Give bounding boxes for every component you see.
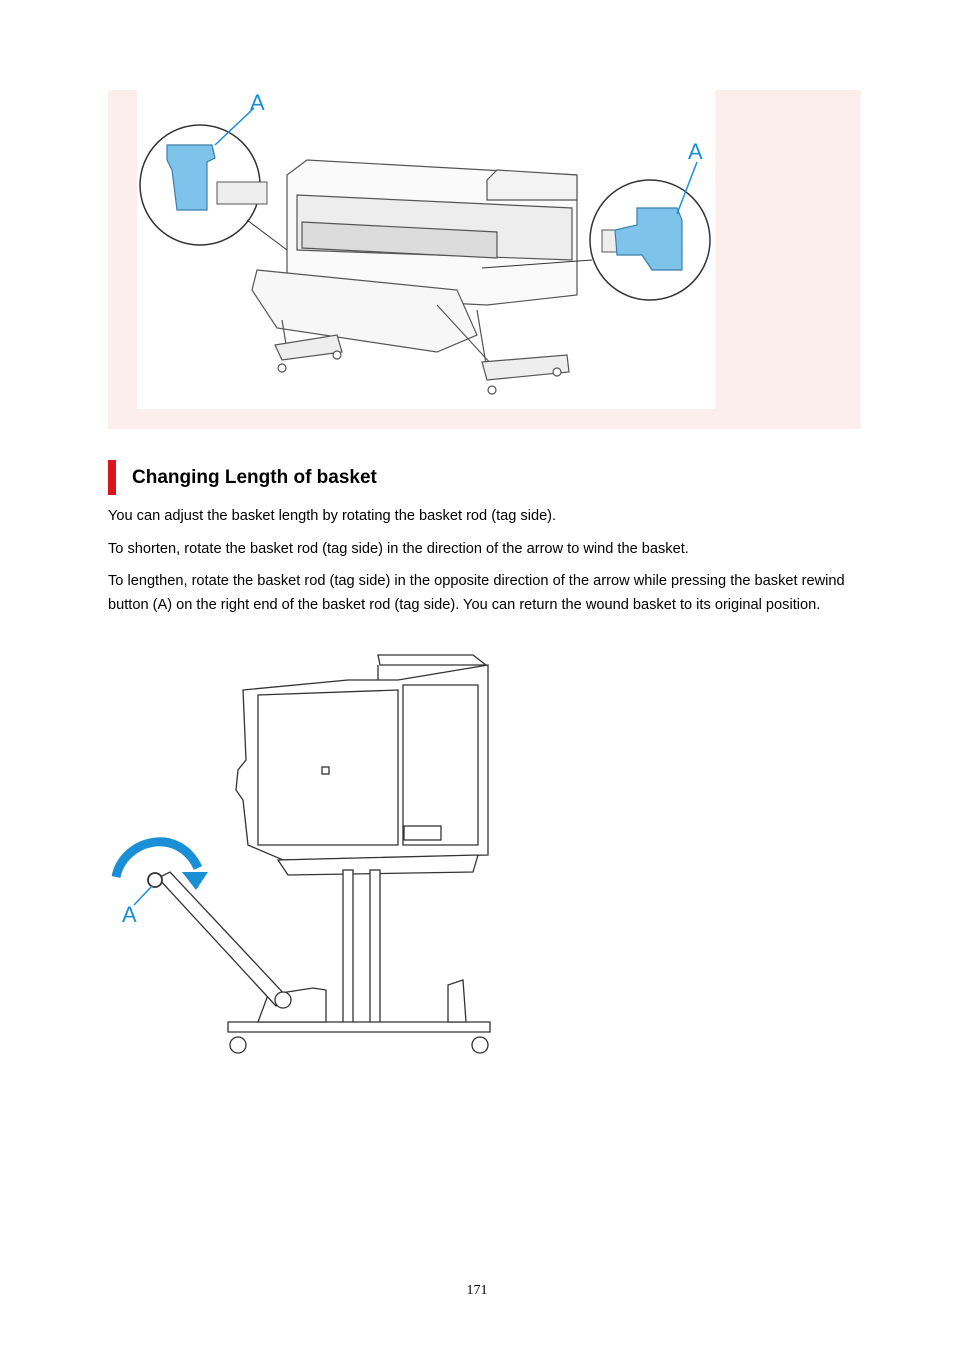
paragraph-lengthen: To lengthen, rotate the basket rod (tag side) in the opposite direction of the arrow while pressing the basket rewind button (A) on the right end of the basket rod (tag side). You can return the wound basket to its original position.	[108, 573, 845, 613]
paragraph-shorten: To shorten, rotate the basket rod (tag side) in the direction of the arrow to wind the basket.	[108, 541, 689, 557]
callout-label-right: A	[688, 139, 703, 164]
printer-side-illustration	[108, 650, 496, 1058]
callout-label-side: A	[122, 902, 137, 927]
page-number: 171	[466, 1283, 488, 1298]
callout-label-left: A	[250, 90, 265, 115]
heading-accent-bar	[108, 460, 116, 495]
callout-left	[140, 108, 287, 250]
heading-title: Changing Length of basket	[132, 467, 377, 488]
figure-top-printer-basket	[137, 90, 715, 409]
printer-basket-illustration	[137, 90, 715, 409]
section-heading	[108, 460, 708, 496]
paragraph-adjust: You can adjust the basket length by rotating the basket rod (tag side).	[108, 508, 557, 524]
figure-side-view	[108, 650, 496, 1058]
